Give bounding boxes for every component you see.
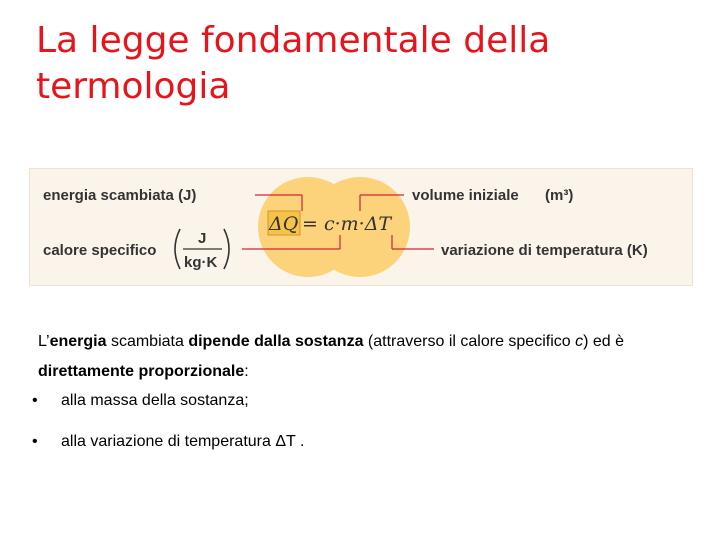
formula-lhs: ΔQ <box>269 213 299 235</box>
para-part-3: scambiata <box>106 333 189 350</box>
para-part-2: energia <box>49 333 107 350</box>
label-volume: volume iniziale <box>412 187 519 204</box>
para-part-4: dipende dalla sostanza <box>188 333 364 350</box>
label-specific-heat: calore specifico <box>43 242 157 259</box>
label-volume-unit: (m³) <box>545 187 574 204</box>
unit-denominator: kg·K <box>184 254 218 271</box>
para-part-5: (attraverso il calore specifico <box>363 333 576 350</box>
bullet-marker: • <box>32 392 38 409</box>
title-line-1: La legge fondamentale della <box>36 20 551 61</box>
unit-numerator: J <box>198 230 207 247</box>
formula-diagram-graphic <box>30 169 692 285</box>
para-part-9: : <box>244 363 249 380</box>
paren-left <box>175 229 180 269</box>
para-part-1: L’ <box>38 333 50 350</box>
bullet-text: alla variazione di temperatura ΔT . <box>61 433 305 450</box>
title-line-2: termologia <box>36 66 231 107</box>
explanation-paragraph <box>38 327 698 387</box>
paren-right <box>224 229 229 269</box>
bullet-marker: • <box>32 433 38 450</box>
slide-title <box>36 18 676 110</box>
formula-rhs: = c·m·ΔT <box>302 213 392 235</box>
label-energy: energia scambiata (J) <box>43 187 197 204</box>
formula-diagram <box>29 168 693 286</box>
bullet-text: alla massa della sostanza; <box>61 392 249 409</box>
para-part-8: direttamente proporzionale <box>38 363 245 380</box>
para-part-7: ) ed è <box>583 333 625 350</box>
label-temperature-variation: variazione di temperatura (K) <box>441 242 648 259</box>
para-part-6: c <box>575 333 584 350</box>
